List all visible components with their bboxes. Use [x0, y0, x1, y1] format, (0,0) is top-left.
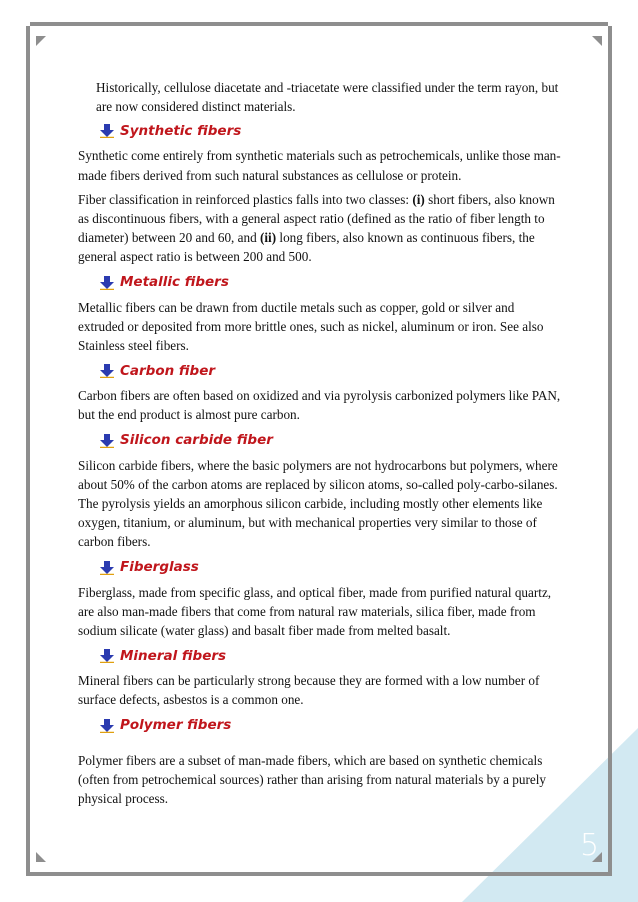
section-heading-mineral — [100, 645, 562, 667]
section-heading-metallic — [100, 272, 562, 294]
page-number: 5 — [580, 828, 600, 863]
section-heading-text: Synthetic fibers — [120, 122, 242, 139]
section-heading-carbon — [100, 360, 562, 382]
classification-text: long fibers, also known as continuous fibers, the general aspect ratio is between 200 and 500. — [78, 230, 535, 265]
arrow-bullet-icon — [100, 561, 114, 575]
section-paragraph: Silicon carbide fibers, where the basic polymers are not hydrocarbons but polymers, where about 50% of the carbon atoms are replaced by silicon atoms, so-called poly-carbo-silanes. The pyrolysis yields an amorphous silicon carbide, including mostly other elements like oxygen, titanium, or aluminum, but with mechanical properties very similar to those of carbon fibers. — [78, 457, 558, 550]
arrow-bullet-icon — [100, 276, 114, 290]
frame-left-border — [26, 26, 30, 876]
section-heading-silicon-carbide — [100, 430, 562, 452]
section-paragraph: Polymer fibers are a subset of man-made fibers, which are based on synthetic chemicals (often from petrochemical sources) rather than arising from natural materials by a purely physical process. — [78, 752, 546, 807]
section-paragraph: Carbon fibers are often based on oxidized and via pyrolysis carbonized polymers like PAN, but the end product is almost pure carbon. — [78, 388, 561, 423]
section-heading-text: Silicon carbide fiber — [120, 432, 273, 449]
frame-top-border — [30, 22, 608, 26]
intro-paragraph: Historically, cellulose diacetate and -triacetate were classified under the term rayon, but are now considered distinct materials. — [96, 80, 559, 115]
section-heading-text: Polymer fibers — [120, 717, 232, 734]
classification-marker-i: (i) — [412, 191, 425, 207]
corner-ornament-top-left — [36, 36, 46, 46]
classification-paragraph — [78, 190, 562, 267]
frame-right-border — [608, 26, 612, 876]
section-heading-text: Carbon fiber — [120, 362, 216, 379]
frame-bottom-border — [30, 872, 608, 876]
classification-marker-ii: (ii) — [260, 230, 277, 246]
section-heading-synthetic — [100, 120, 562, 142]
section-heading-fiberglass — [100, 557, 562, 579]
section-paragraph: Metallic fibers can be drawn from ductile metals such as copper, gold or silver and extruded or deposited from more brittle ones, such as nickel, aluminum or iron. See also Stainless steel fibers. — [78, 299, 544, 354]
section-paragraph: Mineral fibers can be particularly strong because they are formed with a low number of surface defects, asbestos is a common one. — [78, 673, 540, 708]
arrow-bullet-icon — [100, 649, 114, 663]
section-heading-polymer — [100, 715, 562, 737]
section-paragraph: Synthetic come entirely from synthetic materials such as petrochemicals, unlike those man-made fibers derived from such natural substances as cellulose or protein. — [78, 148, 561, 183]
section-heading-text: Mineral fibers — [120, 647, 227, 664]
arrow-bullet-icon — [100, 434, 114, 448]
section-heading-text: Fiberglass — [120, 559, 199, 576]
arrow-bullet-icon — [100, 124, 114, 138]
classification-text: short fibers, also known as discontinuous fibers, with a general aspect ratio (defined as the ratio of fiber length to diameter) between 20 and 60, and — [78, 191, 555, 246]
corner-ornament-top-right — [592, 36, 602, 46]
arrow-bullet-icon — [100, 364, 114, 378]
arrow-bullet-icon — [100, 719, 114, 733]
classification-text: Fiber classification in reinforced plastics falls into two classes: — [78, 191, 413, 207]
page-content — [78, 78, 562, 813]
section-heading-text: Metallic fibers — [120, 274, 229, 291]
corner-ornament-bottom-left — [36, 852, 46, 862]
section-paragraph: Fiberglass, made from specific glass, and optical fiber, made from purified natural quartz, are also man-made fibers that come from natural raw materials, silica fiber, made from sodium silicate (water glass) and basalt fiber made from melted basalt. — [78, 584, 552, 639]
